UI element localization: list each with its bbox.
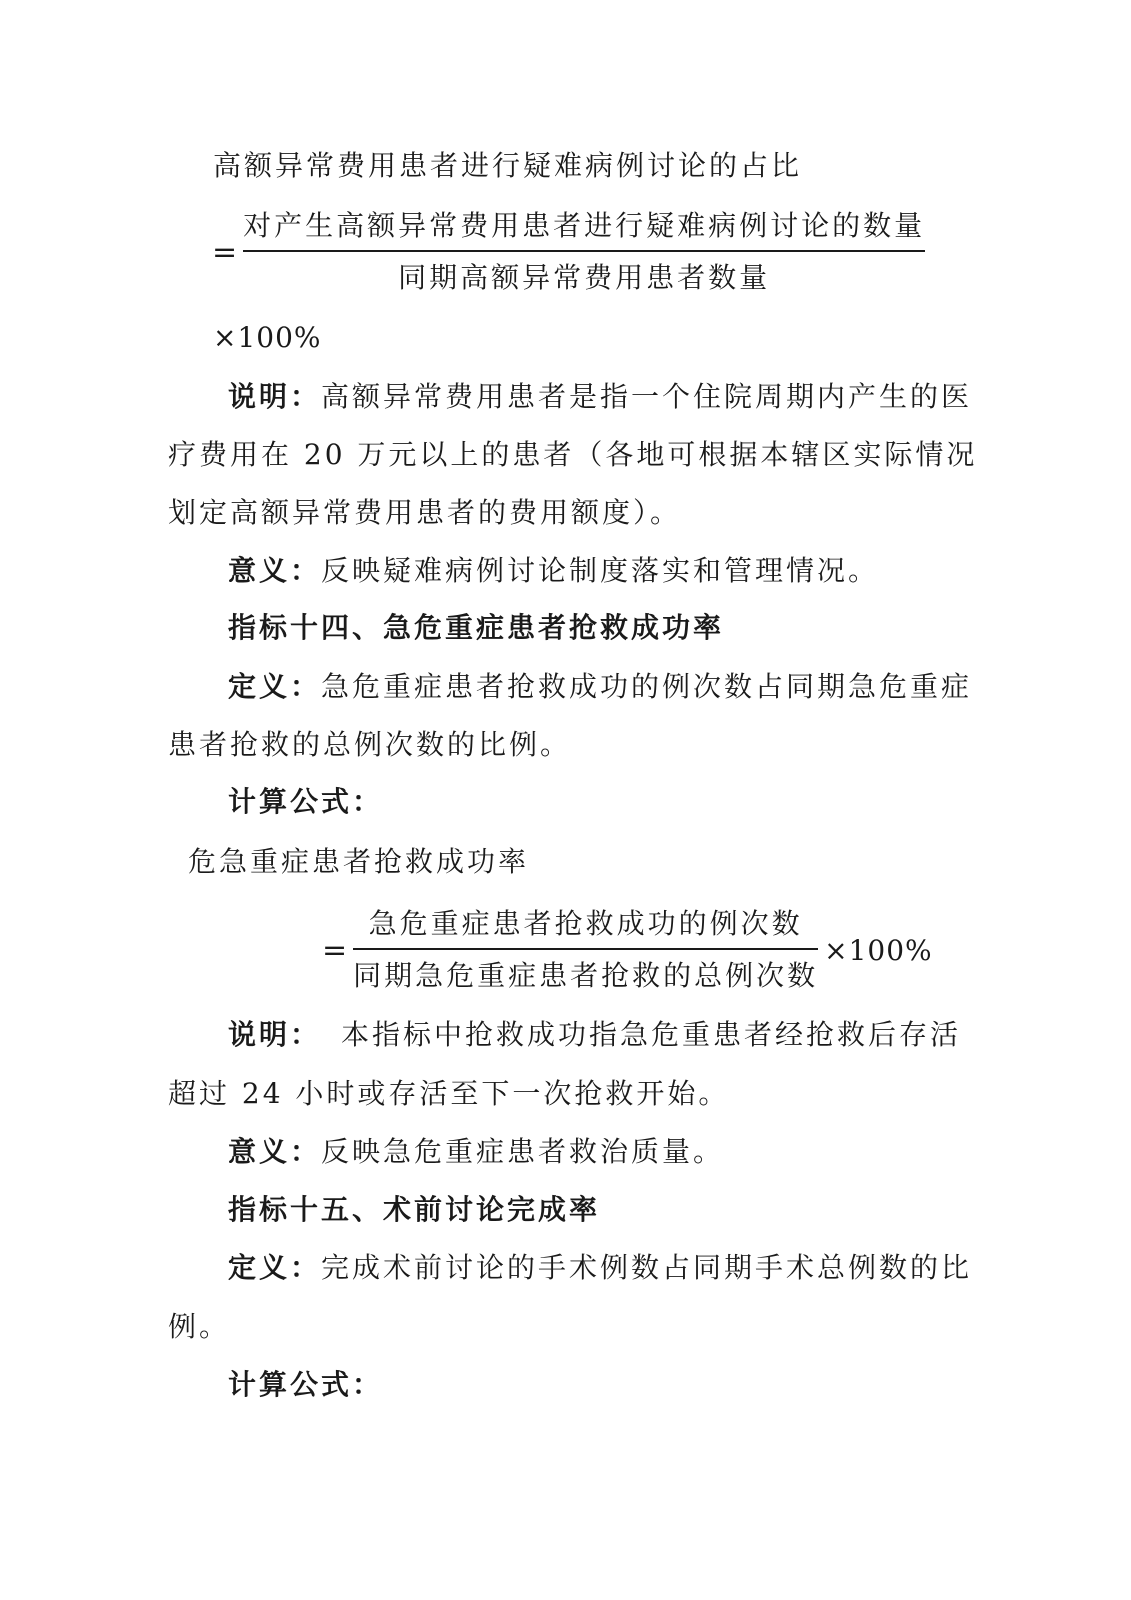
fraction-numerator: 急危重症患者抢救成功的例次数 xyxy=(368,907,803,940)
multiplier-13: ×100% xyxy=(213,321,322,354)
fraction-stack xyxy=(243,206,925,298)
formula-title-13: 高额异常费用患者进行疑难病例讨论的占比 xyxy=(213,149,803,182)
fraction-bar xyxy=(353,948,818,950)
fraction-denominator: 同期高额异常费用患者数量 xyxy=(398,261,771,294)
definition-label: 定义： xyxy=(228,1251,322,1284)
calc-label-14: 计算公式： xyxy=(228,785,384,818)
heading-15: 指标十五、术前讨论完成率 xyxy=(228,1193,601,1226)
note-text: 高额异常费用患者是指一个住院周期内产生的医 xyxy=(321,380,973,413)
equals-sign: = xyxy=(322,932,348,968)
definition-15-line1 xyxy=(228,1248,972,1288)
note-label: 说明： xyxy=(228,1018,322,1051)
definition-15-line2: 例。 xyxy=(168,1310,231,1343)
note-14-line1 xyxy=(228,1015,961,1055)
calc-label-15: 计算公式： xyxy=(228,1368,384,1401)
formula-title-14: 危急重症患者抢救成功率 xyxy=(188,845,530,878)
multiplier-14: ×100% xyxy=(824,933,933,967)
fraction-14 xyxy=(322,904,933,996)
fraction-denominator: 同期急危重症患者抢救的总例次数 xyxy=(353,959,819,992)
definition-label: 定义： xyxy=(228,670,322,703)
meaning-14 xyxy=(228,1132,724,1172)
meaning-text: 反映急危重症患者救治质量。 xyxy=(321,1135,725,1168)
note-13-line3: 划定高额异常费用患者的费用额度）。 xyxy=(168,496,682,529)
fraction-13 xyxy=(212,206,925,298)
meaning-text: 反映疑难病例讨论制度落实和管理情况。 xyxy=(321,554,880,587)
note-text: 本指标中抢救成功指急危重患者经抢救后存活 xyxy=(341,1018,962,1051)
definition-14-line2: 患者抢救的总例次数的比例。 xyxy=(168,728,572,761)
equals-sign: = xyxy=(212,234,238,270)
heading-14: 指标十四、急危重症患者抢救成功率 xyxy=(228,611,725,644)
note-label: 说明： xyxy=(228,380,322,413)
meaning-13 xyxy=(228,551,879,591)
note-13-line2: 疗费用在 20 万元以上的患者（各地可根据本辖区实际情况 xyxy=(168,438,978,471)
fraction-bar xyxy=(243,250,925,252)
fraction-stack xyxy=(353,904,818,996)
note-14-line2: 超过 24 小时或存活至下一次抢救开始。 xyxy=(168,1077,730,1110)
meaning-label: 意义： xyxy=(228,554,322,587)
fraction-numerator: 对产生高额异常费用患者进行疑难病例讨论的数量 xyxy=(243,209,926,242)
definition-text: 急危重症患者抢救成功的例次数占同期急危重症 xyxy=(321,670,973,703)
note-13-line1 xyxy=(228,377,972,417)
definition-text: 完成术前讨论的手术例数占同期手术总例数的比 xyxy=(321,1251,973,1284)
definition-14-line1 xyxy=(228,667,972,707)
meaning-label: 意义： xyxy=(228,1135,322,1168)
